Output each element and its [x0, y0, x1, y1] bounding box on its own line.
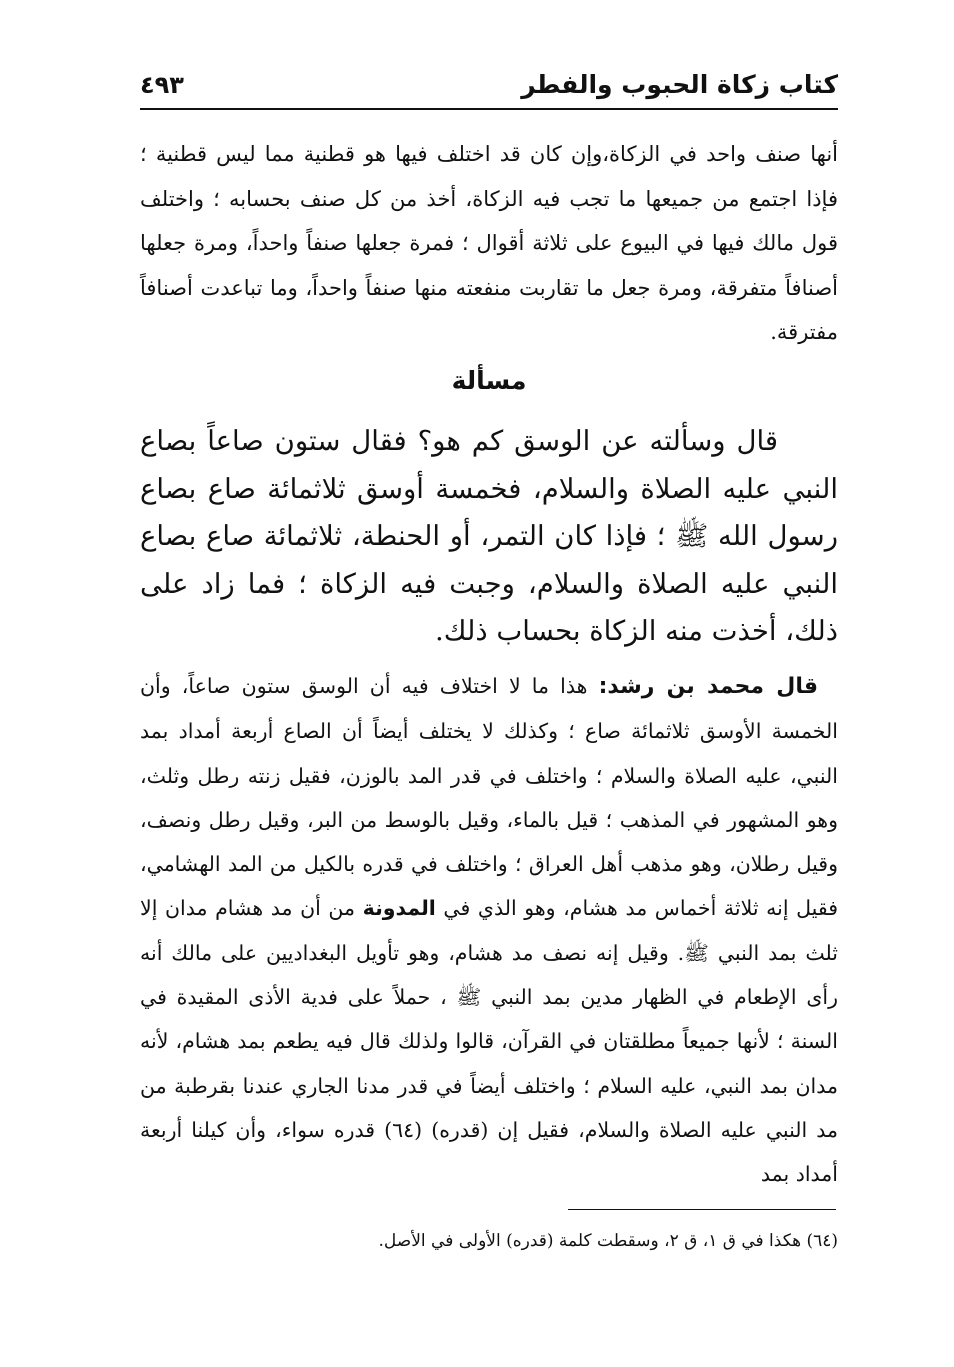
- section-heading: مسألة: [451, 366, 527, 395]
- commentary-paragraph: [140, 664, 838, 1197]
- commentary-bold-word: المدونة: [362, 896, 436, 921]
- paragraph-continuation: أنها صنف واحد في الزكاة،وإن كان قد اختلف فيها هو قطنية مما ليس قطنية ؛ فإذا اجتمع من جميعها ما تجب فيه الزكاة، أخذ من كل صنف بحسابه ؛ واختلف قول مالك فيها في البيوع على ثلاثة أقوال ؛ فمرة جعلها صنفاً واحداً، ومرة جعلها أصنافاً متفرقة، ومرة جعل ما تقاربت منفعته منها صنفاً واحداً، وما تباعدت أصنافاً مفترقة.: [140, 142, 838, 344]
- question-paragraph: قال وسألته عن الوسق كم هو؟ فقال ستون صاعاً بصاع النبي عليه الصلاة والسلام، فخمسة أوسق ثلاثمائة صاع بصاع رسول الله ﷺ ؛ فإذا كان التمر، أو الحنطة، ثلاثمائة صاع بصاع النبي عليه الصلاة والسلام، وجبت فيه الزكاة ؛ فما زاد على ذلك، أخذت منه الزكاة بحساب ذلك.: [140, 425, 838, 647]
- commentary-text-a: هذا ما لا اختلاف فيه أن الوسق ستون صاعاً، وأن الخمسة الأوسق ثلاثمائة صاع ؛ وكذلك لا يختلف أيضاً أن الصاع أربعة أمداد بمد النبي، عليه الصلاة والسلام ؛ واختلف في قدر المد بالوزن، فقيل زنته رطل وثلث، وهو المشهور في المذهب ؛ قيل بالماء، وقيل بالوسط من البر، وقيل رطل ونصف، وقيل رطلان، وهو مذهب أهل العراق ؛ واختلف في قدره بالكيل من المد الهشامي، فقيل إنه ثلاثة أخماس مد هشام، وهو الذي في: [140, 674, 839, 921]
- commentary-lead: قال محمد بن رشد:: [598, 674, 819, 699]
- page-number: ٤٩٣: [140, 71, 184, 99]
- footnote-rule: [568, 1209, 836, 1210]
- footnote: (٦٤) هكذا في ق ١، ق ٢، وسقطت كلمة (قدره) الأولى في الأصل.: [378, 1231, 838, 1251]
- commentary-text-b: من أن مد هشام مدان إلا ثلث بمد النبي ﷺ. وقيل إنه نصف مد هشام، وهو تأويل البغداديين على مالك أنه رأى الإطعام في الظهار مدين بمد النبي ﷺ ، حملاً على فدية الأذى المقيدة في السنة ؛ لأنها جميعاً مطلقتان في القرآن، قالوا ولذلك قال فيه يطعم بمد هشام، لأنه مدان بمد النبي، عليه السلام ؛ واختلف أيضاً في قدر مدنا الجاري عندنا بقرطبة من مد النبي عليه الصلاة والسلام، فقيل إن (قدره) (٦٤) قدره سواء، وأن كيلنا أربعة أمداد بمد: [140, 896, 839, 1187]
- page-header: [140, 66, 838, 106]
- running-title: كتاب زكاة الحبوب والفطر: [521, 70, 838, 99]
- header-rule: [140, 108, 838, 110]
